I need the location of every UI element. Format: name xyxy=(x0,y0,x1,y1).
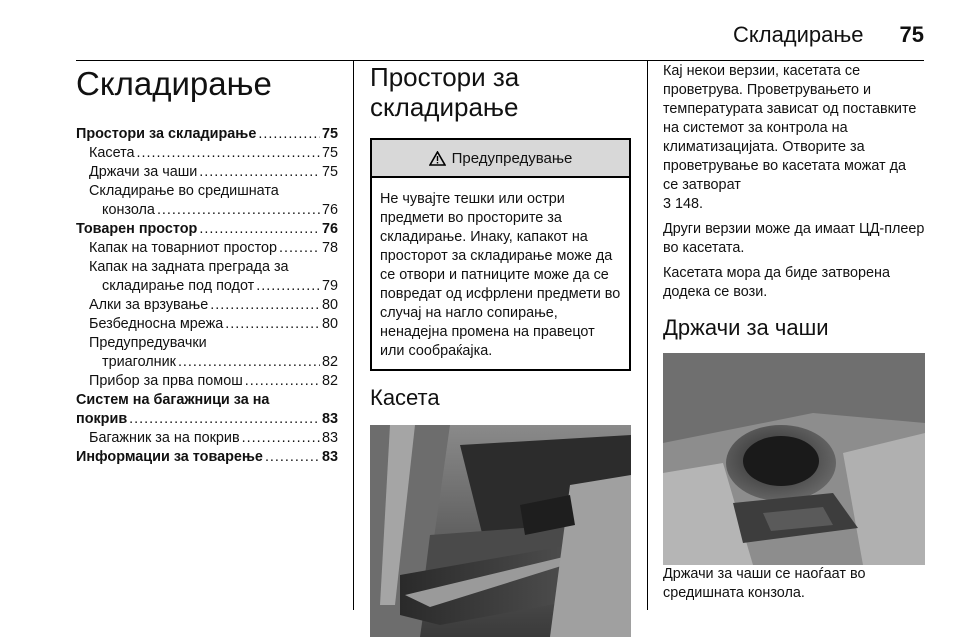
toc-leader-dots xyxy=(256,277,320,296)
table-of-contents xyxy=(76,125,338,467)
toc-entry-label: Безбедносна мрежа xyxy=(89,315,224,332)
toc-entry-page: 82 xyxy=(321,353,338,370)
toc-entry[interactable] xyxy=(76,144,338,163)
cupholder-photo xyxy=(663,353,925,565)
page-reference[interactable]: 3 148. xyxy=(663,196,704,212)
toc-entry-label: конзола xyxy=(102,201,155,218)
toc-entry[interactable] xyxy=(76,372,338,391)
toc-entry-page: 83 xyxy=(321,429,338,446)
glovebox-text-column xyxy=(663,62,925,609)
toc-entry-label: покрив xyxy=(76,410,128,427)
toc-leader-dots xyxy=(279,239,320,258)
toc-entry-label: Капак на товарниот простор xyxy=(89,239,278,256)
toc-entry[interactable] xyxy=(76,220,338,239)
column-divider-2 xyxy=(647,60,648,610)
toc-leader-dots xyxy=(178,353,320,372)
toc-leader-dots xyxy=(242,429,320,448)
toc-leader-dots xyxy=(265,448,320,467)
page-number: 75 xyxy=(899,22,924,47)
warning-triangle-icon xyxy=(429,151,446,166)
header-title: Складирање xyxy=(732,22,864,47)
toc-entry[interactable] xyxy=(76,125,338,144)
toc-leader-dots xyxy=(245,372,320,391)
column-divider-1 xyxy=(353,60,354,610)
toc-entry-page: 78 xyxy=(321,239,338,256)
toc-entry-label: Касета xyxy=(89,144,135,161)
warning-heading xyxy=(372,140,629,178)
page-header xyxy=(384,22,924,48)
warning-heading-text: Предупредување xyxy=(451,149,573,167)
toc-leader-dots xyxy=(157,201,320,220)
toc-leader-dots xyxy=(258,125,320,144)
toc-entry-label: складирање под подот xyxy=(102,277,255,294)
toc-entry-page: 80 xyxy=(321,296,338,313)
toc-entry[interactable] xyxy=(76,353,338,372)
toc-entry-line: Капак на задната преграда за xyxy=(89,258,289,275)
toc-entry-page: 80 xyxy=(321,315,338,332)
toc-leader-dots xyxy=(225,315,320,334)
section-title-glovebox: Касета xyxy=(370,385,440,410)
toc-entry[interactable] xyxy=(76,315,338,334)
toc-entry-line: Складирање во средишната xyxy=(89,182,279,199)
toc-entry-page: 75 xyxy=(321,144,338,161)
toc-entry[interactable] xyxy=(76,239,338,258)
glovebox-text-1: Кај некои верзии, касетата се проветрува. Проветрувањето и температурата зависат од поставките на системот за контрола на климатизацијата. Отворите за проветрување во касетата можат да се затворат xyxy=(663,63,917,193)
toc-entry-label: Алки за врзување xyxy=(89,296,209,313)
toc-entry-page: 75 xyxy=(321,125,338,142)
toc-entry-page: 76 xyxy=(321,201,338,218)
storage-column xyxy=(370,62,631,637)
glovebox-paragraph-2: Други верзии може да имаат ЦД-плеер во касетата. xyxy=(663,221,925,256)
header-rule xyxy=(76,60,924,61)
toc-entry-label: Товарен простор xyxy=(76,220,198,237)
toc-entry[interactable] xyxy=(76,410,338,429)
toc-entry-label: Прибор за прва помош xyxy=(89,372,243,389)
toc-column xyxy=(76,62,338,467)
toc-leader-dots xyxy=(137,144,320,163)
warning-text: Не чувајте тешки или остри предмети во просторите за складирање. Инаку, капакот на просторот за складирање може да се отвори и патниците може да се повредат од исфрлени предмети во случај на нагло сопирање, ненадејна промена на правецот или сообраќајка. xyxy=(380,191,621,359)
toc-entry-page: 75 xyxy=(321,163,338,180)
cupholder-caption: Држачи за чаши се наоѓаат во средишната конзола. xyxy=(663,566,866,601)
glovebox-paragraph-1 xyxy=(663,62,925,214)
toc-entry[interactable] xyxy=(76,448,338,467)
toc-entry[interactable] xyxy=(76,277,338,296)
toc-entry-page: 76 xyxy=(321,220,338,237)
toc-entry[interactable] xyxy=(76,201,338,220)
chapter-title: Складирање xyxy=(76,65,272,102)
toc-leader-dots xyxy=(210,296,320,315)
toc-entry-label: Држачи за чаши xyxy=(89,163,198,180)
glovebox-photo xyxy=(370,425,631,637)
section-title-storage: Простори за складирање xyxy=(370,62,520,122)
toc-entry-page: 82 xyxy=(321,372,338,389)
toc-entry-page: 79 xyxy=(321,277,338,294)
toc-entry-page: 83 xyxy=(321,448,338,465)
toc-leader-dots xyxy=(199,163,320,182)
toc-leader-dots xyxy=(199,220,320,239)
toc-entry-line: Предупредувачки xyxy=(89,334,207,351)
glovebox-paragraph-3: Касетата мора да биде затворена додека се вози. xyxy=(663,265,890,300)
toc-entry-label: Багажник за на покрив xyxy=(89,429,240,446)
toc-entry[interactable] xyxy=(76,296,338,315)
toc-entry-page: 83 xyxy=(321,410,338,427)
toc-leader-dots xyxy=(129,410,320,429)
toc-entry-label: Информации за товарење xyxy=(76,448,263,465)
toc-entry-label: Простори за складирање xyxy=(76,125,257,142)
toc-entry-label: триаголник xyxy=(102,353,176,370)
warning-box xyxy=(370,138,631,371)
toc-entry-line: Систем на багажници за на xyxy=(76,391,270,408)
toc-entry[interactable] xyxy=(76,163,338,182)
section-title-cupholders: Држачи за чаши xyxy=(663,315,829,340)
toc-entry[interactable] xyxy=(76,429,338,448)
